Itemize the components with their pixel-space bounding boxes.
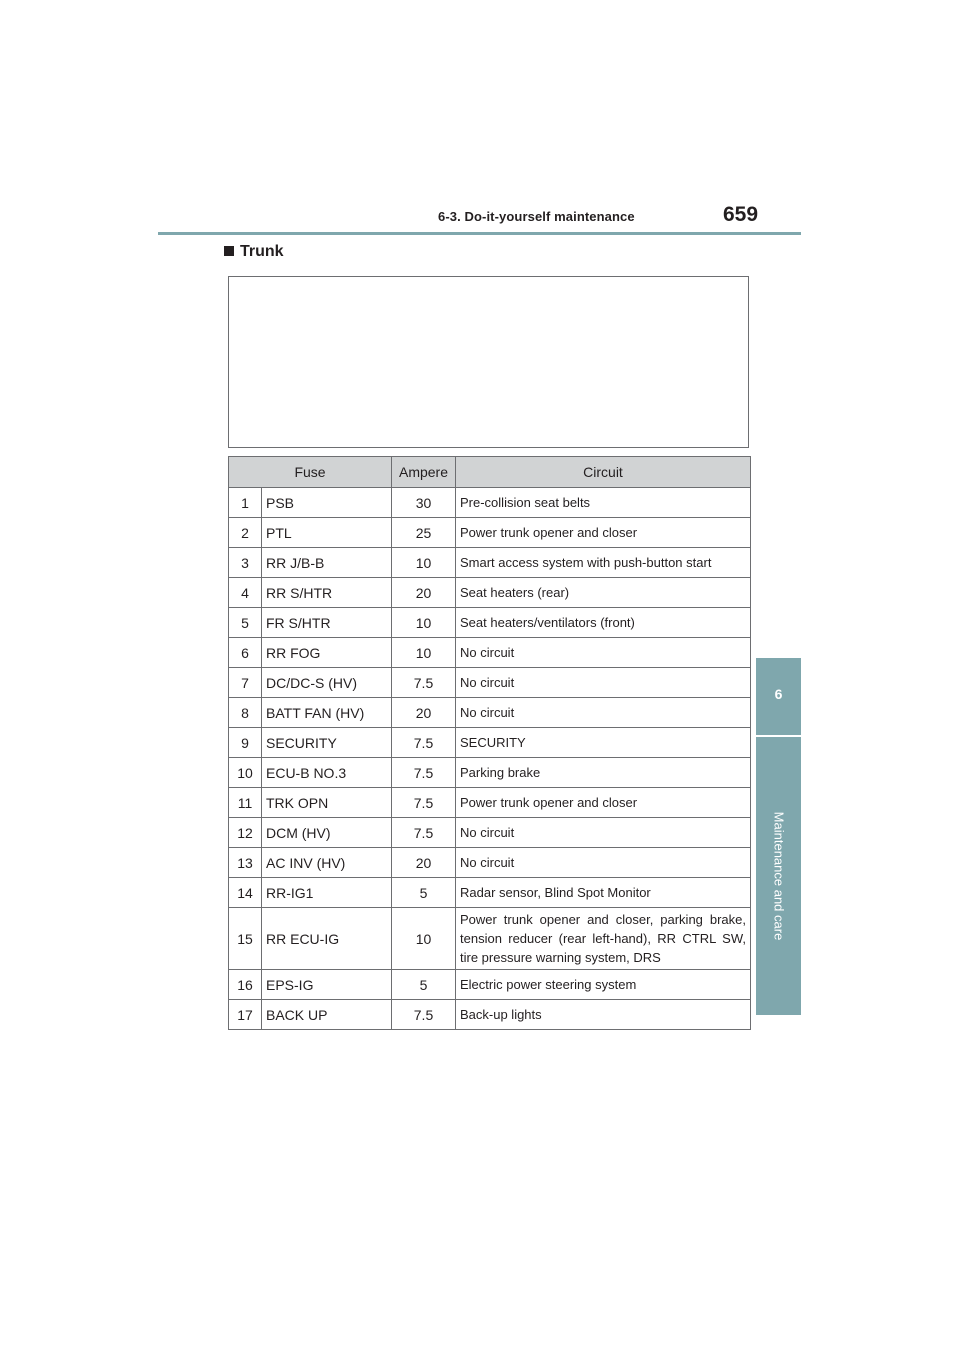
fuse-name-cell: ECU-B NO.3: [262, 758, 392, 788]
circuit-cell: Power trunk opener and closer, parking brake, tension reducer (rear left-hand), RR CTRL SW, tire pressure warning system, DRS: [456, 908, 751, 970]
header-divider: [158, 232, 801, 235]
fuse-number-cell: 16: [229, 970, 262, 1000]
circuit-cell: Electric power steering system: [456, 970, 751, 1000]
table-row: [229, 728, 751, 758]
ampere-cell: 10: [392, 638, 456, 668]
fuse-name-cell: RR ECU-IG: [262, 908, 392, 970]
column-header-fuse: Fuse: [229, 457, 392, 488]
square-bullet-icon: [224, 246, 234, 256]
table-row: [229, 578, 751, 608]
section-heading-text: Trunk: [240, 243, 284, 260]
circuit-cell: No circuit: [456, 638, 751, 668]
fuse-number-cell: 2: [229, 518, 262, 548]
fuse-number-cell: 6: [229, 638, 262, 668]
ampere-cell: 20: [392, 578, 456, 608]
fuse-name-cell: PSB: [262, 488, 392, 518]
table-row: [229, 698, 751, 728]
header-section-title: 6-3. Do-it-yourself maintenance: [438, 209, 635, 224]
circuit-cell: Pre-collision seat belts: [456, 488, 751, 518]
fuse-name-cell: FR S/HTR: [262, 608, 392, 638]
fuse-number-cell: 11: [229, 788, 262, 818]
fuse-number-cell: 12: [229, 818, 262, 848]
fuse-name-cell: RR FOG: [262, 638, 392, 668]
fuse-box-figure: [228, 276, 749, 448]
ampere-cell: 20: [392, 848, 456, 878]
ampere-cell: 7.5: [392, 788, 456, 818]
table-row: [229, 818, 751, 848]
fuse-name-cell: TRK OPN: [262, 788, 392, 818]
ampere-cell: 7.5: [392, 818, 456, 848]
circuit-cell: No circuit: [456, 698, 751, 728]
fuse-name-cell: RR J/B-B: [262, 548, 392, 578]
fuse-name-cell: PTL: [262, 518, 392, 548]
fuse-number-cell: 17: [229, 1000, 262, 1030]
fuse-number-cell: 4: [229, 578, 262, 608]
fuse-number-cell: 8: [229, 698, 262, 728]
ampere-cell: 25: [392, 518, 456, 548]
ampere-cell: 10: [392, 908, 456, 970]
table-row: [229, 608, 751, 638]
table-row: [229, 788, 751, 818]
fuse-number-cell: 10: [229, 758, 262, 788]
ampere-cell: 7.5: [392, 728, 456, 758]
chapter-label: Maintenance and care: [771, 811, 786, 941]
ampere-cell: 30: [392, 488, 456, 518]
table-row: [229, 970, 751, 1000]
table-row: [229, 518, 751, 548]
fuse-number-cell: 9: [229, 728, 262, 758]
table-row: [229, 758, 751, 788]
fuse-number-cell: 5: [229, 608, 262, 638]
table-row: [229, 488, 751, 518]
circuit-cell: Power trunk opener and closer: [456, 518, 751, 548]
fuse-number-cell: 15: [229, 908, 262, 970]
circuit-cell: Radar sensor, Blind Spot Monitor: [456, 878, 751, 908]
fuse-name-cell: SECURITY: [262, 728, 392, 758]
ampere-cell: 7.5: [392, 1000, 456, 1030]
fuse-name-cell: BACK UP: [262, 1000, 392, 1030]
chapter-tab: [756, 658, 801, 735]
table-row: [229, 908, 751, 970]
fuse-number-cell: 14: [229, 878, 262, 908]
chapter-label-tab: [756, 737, 801, 1015]
ampere-cell: 5: [392, 970, 456, 1000]
table-row: [229, 548, 751, 578]
section-heading: [224, 243, 284, 261]
fuse-number-cell: 7: [229, 668, 262, 698]
circuit-cell: No circuit: [456, 848, 751, 878]
fuse-name-cell: AC INV (HV): [262, 848, 392, 878]
ampere-cell: 20: [392, 698, 456, 728]
table-row: [229, 848, 751, 878]
fuse-number-cell: 3: [229, 548, 262, 578]
circuit-cell: SECURITY: [456, 728, 751, 758]
circuit-cell: Back-up lights: [456, 1000, 751, 1030]
column-header-ampere: Ampere: [392, 457, 456, 488]
chapter-number: 6: [774, 686, 783, 702]
fuse-name-cell: BATT FAN (HV): [262, 698, 392, 728]
fuse-number-cell: 1: [229, 488, 262, 518]
table-row: [229, 668, 751, 698]
fuse-number-cell: 13: [229, 848, 262, 878]
table-row: [229, 1000, 751, 1030]
ampere-cell: 7.5: [392, 758, 456, 788]
fuse-name-cell: DCM (HV): [262, 818, 392, 848]
table-row: [229, 878, 751, 908]
table-row: [229, 638, 751, 668]
ampere-cell: 10: [392, 548, 456, 578]
circuit-cell: Seat heaters/ventilators (front): [456, 608, 751, 638]
fuse-name-cell: RR-IG1: [262, 878, 392, 908]
circuit-cell: Parking brake: [456, 758, 751, 788]
column-header-circuit: Circuit: [456, 457, 751, 488]
fuse-name-cell: RR S/HTR: [262, 578, 392, 608]
page-number: 659: [723, 203, 759, 226]
fuse-table: [228, 456, 751, 1030]
circuit-cell: Smart access system with push-button start: [456, 548, 751, 578]
ampere-cell: 10: [392, 608, 456, 638]
table-header-row: [229, 457, 751, 488]
circuit-cell: Seat heaters (rear): [456, 578, 751, 608]
circuit-cell: No circuit: [456, 668, 751, 698]
circuit-cell: Power trunk opener and closer: [456, 788, 751, 818]
ampere-cell: 7.5: [392, 668, 456, 698]
fuse-name-cell: DC/DC-S (HV): [262, 668, 392, 698]
fuse-name-cell: EPS-IG: [262, 970, 392, 1000]
ampere-cell: 5: [392, 878, 456, 908]
circuit-cell: No circuit: [456, 818, 751, 848]
